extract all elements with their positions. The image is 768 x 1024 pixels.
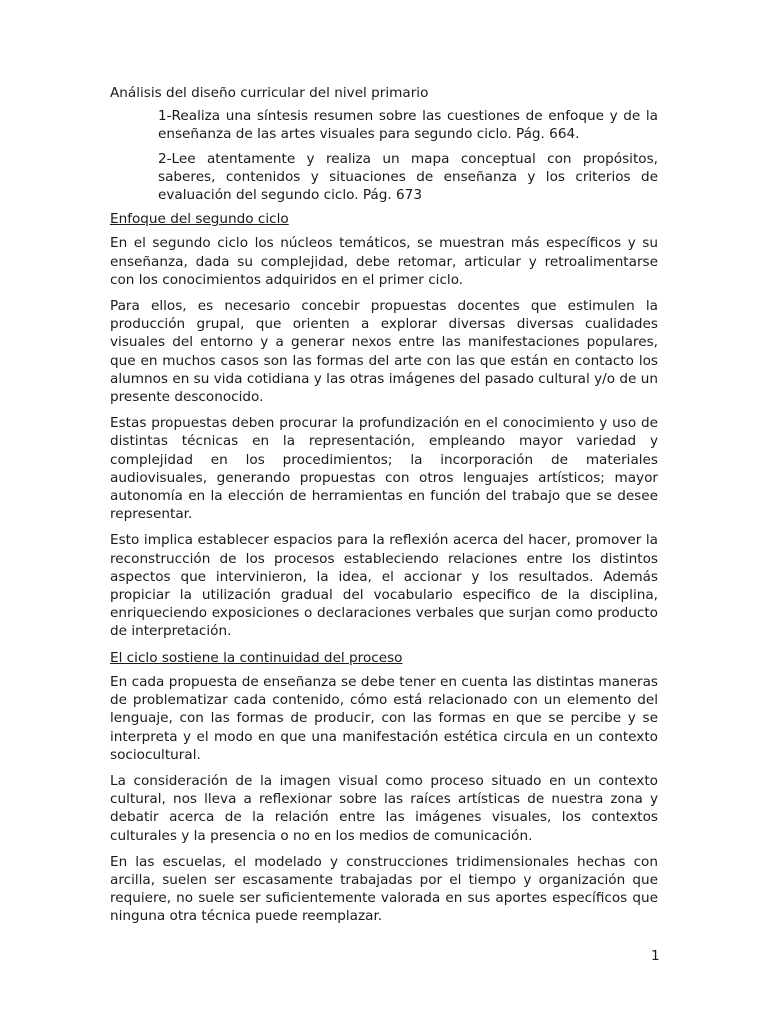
section-heading: Enfoque del segundo ciclo (110, 211, 289, 228)
document-body (110, 84, 658, 934)
paragraph: Esto implica establecer espacios para la reflexión acerca del hacer, promover la reconstrucción de los procesos estableciendo relaciones entre los distintos aspectos que intervinieron, la idea, el accionar y los resultados. Además propiciar la utilización gradual del vocabulario especifico de la disciplina, enriqueciendo exposiciones o declaraciones verbales que surjan como producto de interpretación. (110, 532, 658, 640)
task-item: 2-Lee atentamente y realiza un mapa conceptual con propósitos, saberes, contenidos y situaciones de enseñanza y los criterios de evaluación del segundo ciclo. Pág. 673 (158, 150, 658, 204)
page-number: 1 (651, 948, 660, 964)
paragraph: Estas propuestas deben procurar la profundización en el conocimiento y uso de distintas técnicas en la representación, empleando mayor variedad y complejidad en los procedimientos; la incorporación de materiales audiovisuales, generando propuestas con otros lenguajes artísticos; mayor autonomía en la elección de herramientas en función del trabajo que se desee representar. (110, 415, 658, 523)
paragraph: En las escuelas, el modelado y construcciones tridimensionales hechas con arcilla, suelen ser escasamente trabajadas por el tiempo y organización que requiere, no suele ser suficientemente valorada en sus aportes específicos que ninguna otra técnica puede reemplazar. (110, 853, 658, 925)
paragraph: La consideración de la imagen visual como proceso situado en un contexto cultural, nos lleva a reflexionar sobre las raíces artísticas de nuestra zona y debatir acerca de la relación entre las imágenes visuales, los contextos culturales y la presencia o no en los medios de comunicación. (110, 772, 658, 844)
paragraph: En el segundo ciclo los núcleos temáticos, se muestran más específicos y su enseñanza, dada su complejidad, debe retomar, articular y retroalimentarse con los conocimientos adquiridos en el primer ciclo. (110, 235, 658, 288)
task-item: 1-Realiza una síntesis resumen sobre las cuestiones de enfoque y de la enseñanza de las artes visuales para segundo ciclo. Pág. 664. (158, 108, 658, 143)
paragraph: En cada propuesta de enseñanza se debe tener en cuenta las distintas maneras de problematizar cada contenido, cómo está relacionado con un elemento del lenguaje, con las formas de producir, con las formas en que se percibe y se interpreta y el modo en que una manifestación estética circula en un contexto sociocultural. (110, 673, 658, 763)
paragraph: Para ellos, es necesario concebir propuestas docentes que estimulen la producción grupal, que orienten a explorar diversas diversas cualidades visuales del entorno y a generar nexos entre las manifestaciones populares, que en muchos casos son las formas del arte con las que están en contacto los alumnos en su vida cotidiana y las otras imágenes del pasado cultural y/o de un presente desconocido. (110, 298, 658, 406)
section-heading: El ciclo sostiene la continuidad del proceso (110, 649, 403, 666)
document-title: Análisis del diseño curricular del nivel primario (110, 85, 429, 101)
